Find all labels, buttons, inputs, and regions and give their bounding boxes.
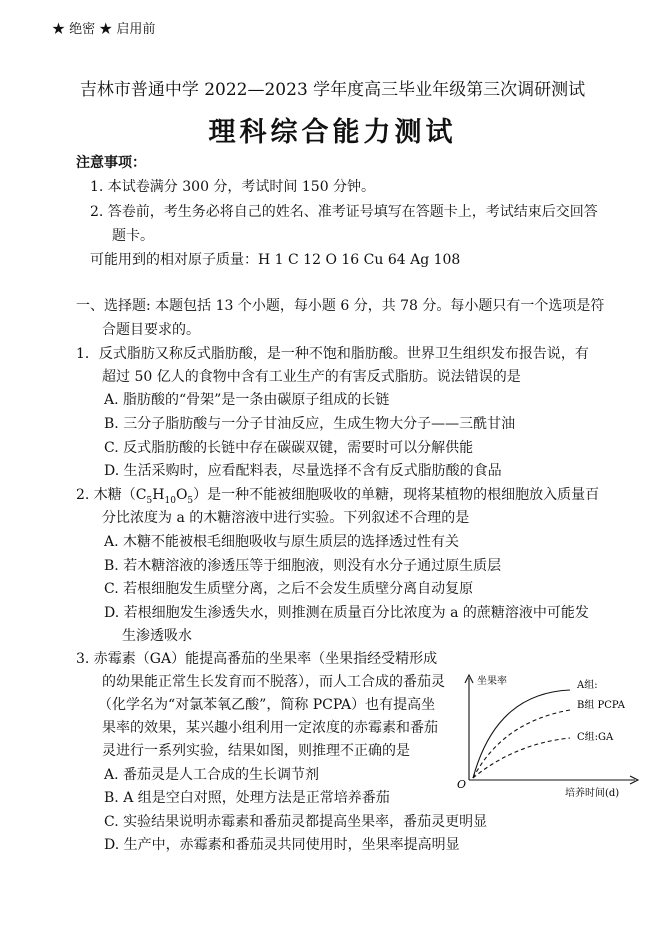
q2-stem-post: ）是一种不能被细胞吸收的单糖，现将某植物的根细胞放入质量百 [193,487,600,503]
section-instructions-cont: 合题目要求的。 [102,322,200,338]
note-item-2: 2. 答卷前，考生务必将自己的姓名、准考证号填写在答题卡上，考试结束后交回答 [90,204,598,220]
exam-header: 吉林市普通中学 2022—2023 学年度高三毕业年级第三次调研测试 [79,80,586,100]
q3-stem-cont-3: 果率的效果，某兴趣小组利用一定浓度的赤霉素和番茄 [102,720,438,736]
q1-option-d: D. 生活采购时，应看配料表，尽量选择不含有反式脂肪酸的食品 [104,463,502,479]
q1-option-b: B. 三分子脂肪酸与一分子甘油反应，生成生物大分子——三酰甘油 [104,416,516,432]
q3-stem-cont-4: 灵进行一系列实验，结果如图，则推理不正确的是 [102,743,410,759]
graph-origin: O [457,778,467,791]
q2-option-c: C. 若根细胞发生质壁分离，之后不会发生质壁分离自动复原 [104,581,474,597]
confidential-label: ★ 绝密 ★ 启用前 [52,22,156,37]
q2-option-d: D. 若根细胞发生渗透失水，则推测在质量百分比浓度为 a 的蔗糖溶液中可能发 [104,605,589,621]
legend-series-b: B组 PCPA [577,700,625,711]
q1-stem-cont: 超过 50 亿人的食物中含有工业生产的有害反式脂肪。说法错误的是 [102,369,521,385]
atomic-mass-note: 可能用到的相对原子质量：H 1 C 12 O 16 Cu 64 Ag 108 [90,252,461,268]
q3-stem-cont-2: （化学名为“对氯苯氧乙酸”，简称 PCPA）也有提高坐 [98,697,436,713]
series-c-curve [473,738,570,778]
note-item-1: 1. 本试卷满分 300 分，考试时间 150 分钟。 [90,179,376,195]
section-instructions: 一、选择题: 本题包括 13 个小题，每小题 6 分，共 78 分。每小题只有一个选项是符 [76,298,605,314]
q2-stem-cont: 分比浓度为 a 的木糖溶液中进行实验。下列叙述不合理的是 [102,510,470,526]
q2-option-b: B. 若木糖溶液的渗透压等于细胞液，则没有水分子通过原生质层 [104,558,502,574]
graph-xlabel: 培养时间(d) [565,788,620,799]
q3-option-b: B. A 组是空白对照，处理方法是正常培养番茄 [104,790,390,806]
legend-series-c: C组:GA [577,732,614,743]
notes-heading: 注意事项： [76,155,146,171]
q2-sub-5: 5 [146,495,153,506]
q2-formula-o: O [175,487,188,503]
q2-option-d-cont: 生渗透吸水 [122,628,192,644]
q2-sub-10: 10 [164,495,176,506]
q2-option-a: A. 木糖不能被根毛细胞吸收与原生质层的选择透过性有关 [104,534,460,550]
legend-series-a: A组: [577,680,598,691]
q3-stem-cont-1: 的幼果能正常生长发育而不脱落），而人工合成的番茄灵 [102,674,445,690]
q2-stem-pre: 2. 木糖（C [76,487,147,503]
exam-title: 理科综合能力测试 [208,117,457,148]
q1-stem: 1．反式脂肪又称反式脂肪酸，是一种不饱和脂肪酸。世界卫生组织发布报告说，有 [76,346,589,362]
q2-sub-5b: 5 [187,495,194,506]
fruit-set-graph [455,668,655,800]
q3-option-c: C. 实验结果说明赤霉素和番茄灵都提高坐果率，番茄灵更明显 [104,814,488,830]
graph-ylabel: 坐果率 [477,676,507,687]
q1-option-c: C. 反式脂肪酸的长链中存在碳碳双键，需要时可以分解供能 [104,440,474,456]
q3-option-d: D. 生产中，赤霉素和番茄灵共同使用时，坐果率提高明显 [104,837,460,853]
series-a-curve [473,690,570,778]
q3-option-a: A. 番茄灵是人工合成的生长调节剂 [104,767,320,783]
q2-formula-h: H [152,487,165,503]
q2-stem [76,485,599,511]
q1-option-a: A. 脂肪酸的“骨架”是一条由碳原子组成的长链 [104,392,390,408]
q3-stem: 3. 赤霉素（GA）能提高番茄的坐果率（坐果指经受精形成 [76,651,438,667]
note-item-2-cont: 题卡。 [112,228,154,244]
